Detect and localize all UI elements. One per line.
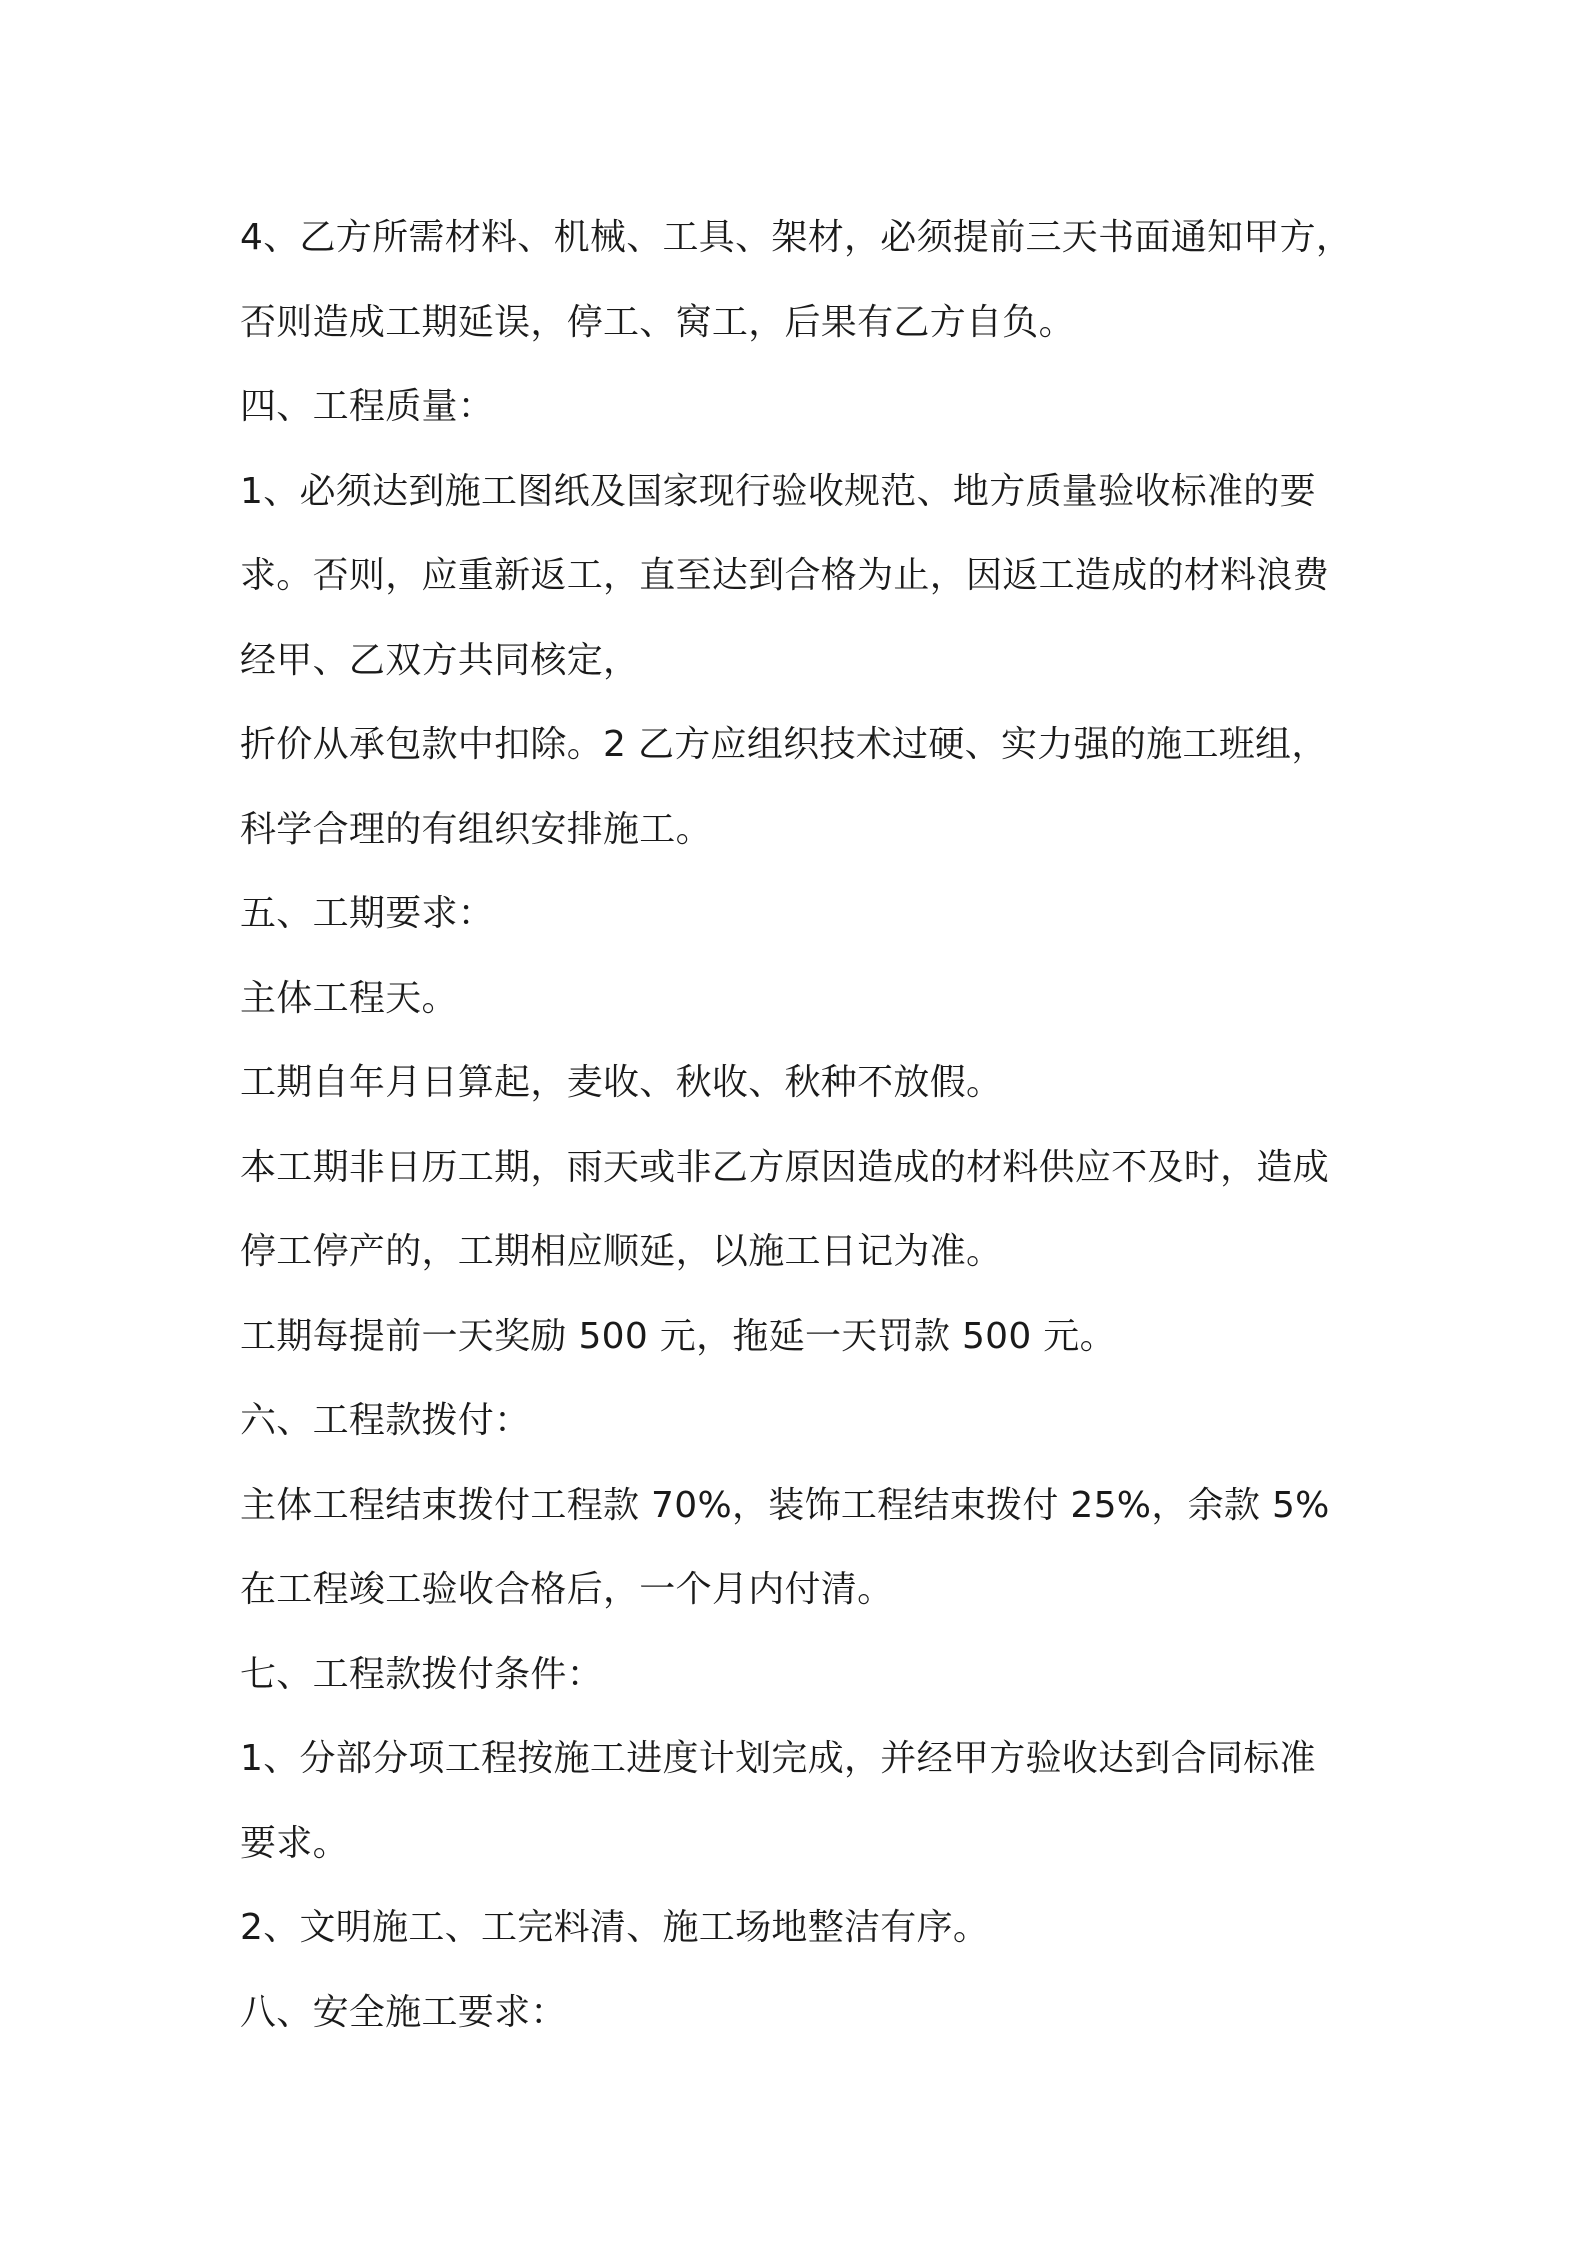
text-line: 折价从承包款中扣除。2 乙方应组织技术过硬、实力强的施工班组， [240, 724, 1328, 765]
text-line: 经甲、乙双方共同核定， [240, 639, 640, 681]
text-line: 主体工程结束拨付工程款 70%，装饰工程结束拨付 25%，余款 5% [240, 1484, 1330, 1526]
document-body [240, 196, 1380, 2055]
text-line: 求。否则，应重新返工，直至达到合格为止，因返工造成的材料浪费 [240, 555, 1330, 596]
text-line: 在工程竣工验收合格后，一个月内付清。 [240, 1569, 894, 1610]
section-heading: 四、工程质量： [240, 386, 495, 427]
text-line: 本工期非日历工期，雨天或非乙方原因造成的材料供应不及时，造成 [240, 1146, 1330, 1188]
text-line: 要求。 [240, 1822, 349, 1864]
text-line: 4、乙方所需材料、机械、工具、架材，必须提前三天书面通知甲方， [240, 217, 1353, 258]
section-heading: 五、工期要求： [240, 893, 495, 934]
section-heading: 七、工程款拨付条件： [240, 1653, 604, 1695]
section-heading: 六、工程款拨付： [240, 1400, 531, 1441]
text-line: 1、必须达到施工图纸及国家现行验收规范、地方质量验收标准的要 [240, 470, 1316, 512]
text-line: 1、分部分项工程按施工进度计划完成，并经甲方验收达到合同标准 [240, 1738, 1316, 1779]
text-line: 停工停产的，工期相应顺延，以施工日记为准。 [240, 1231, 1003, 1272]
text-line: 否则造成工期延误，停工、窝工，后果有乙方自负。 [240, 301, 1075, 343]
text-line: 2、文明施工、工完料清、施工场地整洁有序。 [240, 1907, 990, 1948]
text-line: 工期每提前一天奖励 500 元，拖延一天罚款 500 元。 [240, 1315, 1116, 1357]
text-line: 主体工程天。 [240, 977, 458, 1019]
section-heading: 八、安全施工要求： [240, 1991, 567, 2033]
text-line: 科学合理的有组织安排施工。 [240, 808, 712, 850]
text-line: 工期自年月日算起，麦收、秋收、秋种不放假。 [240, 1062, 1003, 1103]
